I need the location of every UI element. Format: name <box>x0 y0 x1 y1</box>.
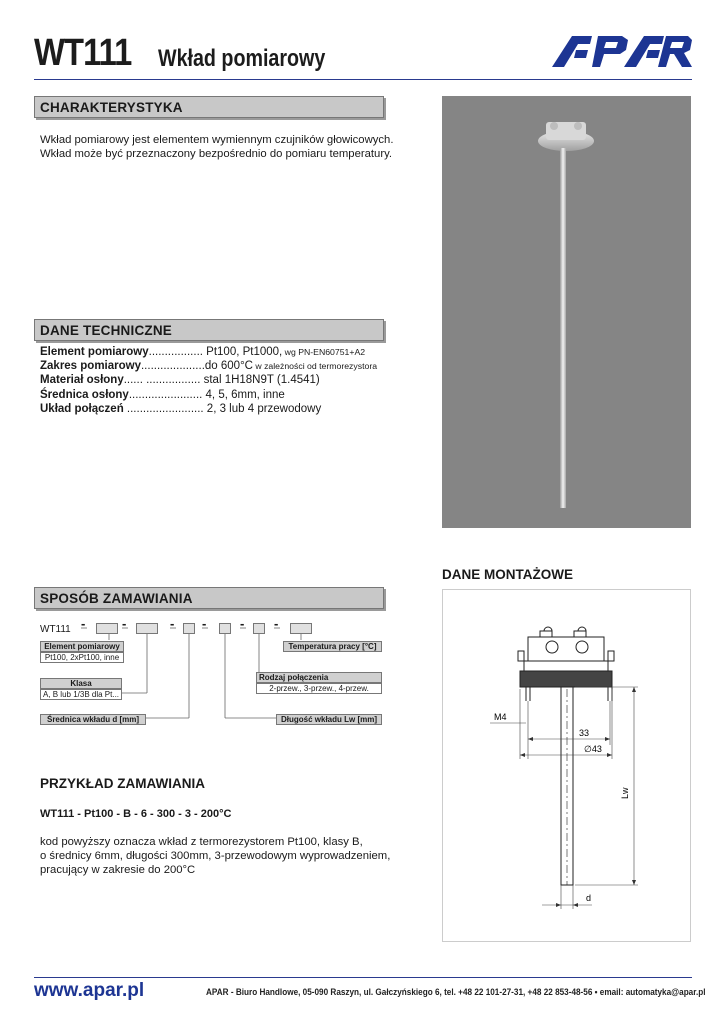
code-dash: - <box>202 616 207 631</box>
code-slot-connection <box>253 623 265 634</box>
header-divider <box>34 79 692 80</box>
dim-lw-label: Lw <box>620 787 630 799</box>
temperature-label-box: Temperatura pracy [°C] <box>283 641 382 652</box>
website-link[interactable]: www.apar.pl <box>34 980 145 1001</box>
tech-row-element: Element pomiarowy................. Pt100, Pt1000, wg PN-EN60751+A2 <box>40 346 366 358</box>
code-slot-length <box>219 623 231 634</box>
code-slot-class <box>136 623 158 634</box>
characteristics-line: Wkład może być przeznaczony bezpośrednio do pomiaru temperatury. <box>40 148 393 160</box>
characteristics-heading: CHARAKTERYSTYKA <box>34 96 384 118</box>
product-subtitle: Wkład pomiarowy <box>158 45 326 72</box>
code-slot-diameter <box>183 623 195 634</box>
code-dash: - <box>240 616 245 631</box>
characteristics-line: Wkład pomiarowy jest elementem wymiennym czujników głowicowych. <box>40 134 394 146</box>
dim-33-label: 33 <box>579 728 590 738</box>
characteristics-text <box>40 133 393 161</box>
example-code: WT111 - Pt100 - B - 6 - 300 - 3 - 200°C <box>40 808 232 820</box>
element-values-box: Pt100, 2xPt100, inne <box>40 652 124 663</box>
technical-table <box>40 345 377 416</box>
dim-43-label: ∅43 <box>584 744 602 754</box>
length-label-box: Długość wkładu Lw [mm] <box>276 714 382 725</box>
element-label-box: Element pomiarowy <box>40 641 124 652</box>
example-heading: PRZYKŁAD ZAMAWIANIA <box>40 776 205 791</box>
code-slot-element <box>96 623 118 634</box>
code-dash: - <box>122 616 127 631</box>
tech-row-material: Materiał osłony...... ................. stal 1H18N9T (1.4541) <box>40 374 320 387</box>
diameter-label-box: Średnica wkładu d [mm] <box>40 714 146 725</box>
example-line: o średnicy 6mm, długości 300mm, 3-przewodowym wyprowadzeniem, <box>40 850 391 862</box>
ordering-heading: SPOSÓB ZAMAWIANIA <box>34 587 384 609</box>
technical-heading: DANE TECHNICZNE <box>34 319 384 341</box>
sensor-image <box>442 96 691 528</box>
code-dash: - <box>274 616 279 631</box>
contact-info: APAR - Biuro Handlowe, 05-090 Raszyn, ul. Gałczyńskiego 6, tel. +48 22 101-27-31, +48 22 853-48-56 • email: automatyka@apar.pl <box>206 987 706 997</box>
product-model-title: WT111 <box>34 32 132 74</box>
code-dash: - <box>170 616 175 631</box>
dim-d-label: d <box>586 893 592 903</box>
tech-row-connection: Układ połączeń ........................ 2, 3 lub 4 przewodowy <box>40 402 322 415</box>
example-description <box>40 835 390 877</box>
footer-divider <box>34 977 692 978</box>
class-label-box: Klasa <box>40 678 122 689</box>
mounting-heading: DANE MONTAŻOWE <box>442 567 573 582</box>
tech-row-diameter: Średnica osłony....................... 4, 5, 6mm, inne <box>40 388 285 401</box>
connection-values-box: 2-przew., 3-przew., 4-przew. <box>256 683 382 694</box>
example-line: kod powyższy oznacza wkład z termorezystorem Pt100, klasy B, <box>40 836 363 848</box>
product-photo <box>442 96 691 528</box>
code-dash: - <box>81 616 86 631</box>
order-code-prefix: WT111 <box>40 624 71 635</box>
tech-row-range: Zakres pomiarowy....................do 600°C w zależności od termorezystora <box>40 360 378 373</box>
class-values-box: A, B lub 1/3B dla Pt... <box>40 689 122 700</box>
apar-logo <box>552 34 692 74</box>
dim-m4-label: M4 <box>494 712 507 722</box>
mounting-drawing <box>442 589 691 942</box>
example-line: pracujący w zakresie do 200°C <box>40 864 196 876</box>
code-slot-temperature <box>290 623 312 634</box>
connection-label-box: Rodzaj połączenia <box>256 672 382 683</box>
